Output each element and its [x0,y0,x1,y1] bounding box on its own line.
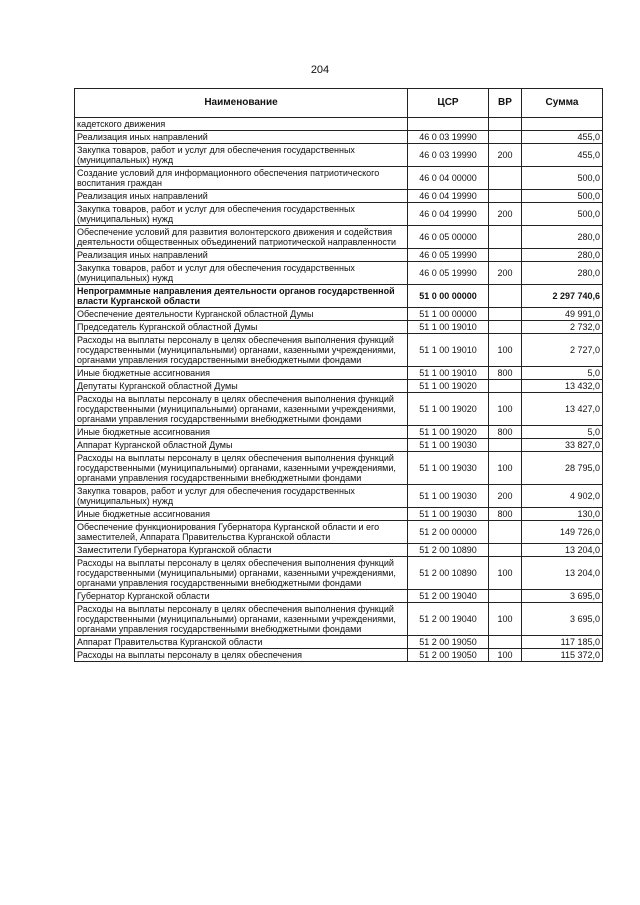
table-row [75,262,603,285]
cell-name: Закупка товаров, работ и услуг для обеспечения государственных (муниципальных) нужд [75,144,408,167]
cell-vr: 800 [489,426,522,439]
cell-vr: 100 [489,603,522,636]
cell-sum: 280,0 [522,249,603,262]
table-row [75,508,603,521]
cell-sum: 28 795,0 [522,452,603,485]
table-header-row [75,89,603,118]
cell-vr [489,380,522,393]
cell-csr: 51 2 00 19050 [408,636,489,649]
cell-csr: 51 1 00 19030 [408,452,489,485]
cell-vr [489,285,522,308]
cell-name: Иные бюджетные ассигнования [75,367,408,380]
cell-sum: 130,0 [522,508,603,521]
cell-vr [489,321,522,334]
cell-csr: 51 2 00 19040 [408,590,489,603]
cell-name: Аппарат Правительства Курганской области [75,636,408,649]
cell-name: Аппарат Курганской областной Думы [75,439,408,452]
cell-name: Обеспечение деятельности Курганской областной Думы [75,308,408,321]
cell-vr: 200 [489,144,522,167]
cell-name: Закупка товаров, работ и услуг для обеспечения государственных (муниципальных) нужд [75,203,408,226]
cell-vr [489,249,522,262]
cell-sum: 455,0 [522,131,603,144]
cell-vr [489,190,522,203]
cell-name: Расходы на выплаты персоналу в целях обеспечения выполнения функций государственными (муниципальными) органами, казенными учреждениями, органами управления государственными внебюджетными фондами [75,393,408,426]
table-row [75,167,603,190]
table-row [75,131,603,144]
cell-name: Депутаты Курганской областной Думы [75,380,408,393]
cell-csr: 51 1 00 19020 [408,426,489,439]
table-row [75,249,603,262]
table-row [75,334,603,367]
cell-vr: 200 [489,262,522,285]
cell-sum: 13 432,0 [522,380,603,393]
cell-csr: 51 1 00 00000 [408,308,489,321]
table-row [75,226,603,249]
cell-sum: 500,0 [522,203,603,226]
cell-csr: 51 2 00 10890 [408,544,489,557]
cell-vr [489,544,522,557]
cell-name: Обеспечение условий для развития волонтерского движения и содействия деятельности общественных объединений патриотической направленности [75,226,408,249]
cell-sum [522,118,603,131]
cell-vr: 100 [489,393,522,426]
cell-csr: 46 0 04 19990 [408,190,489,203]
cell-name: Реализация иных направлений [75,131,408,144]
cell-vr [489,131,522,144]
cell-csr: 51 0 00 00000 [408,285,489,308]
cell-name: Обеспечение функционирования Губернатора Курганской области и его заместителей, Аппарата Правительства Курганской области [75,521,408,544]
cell-name: Расходы на выплаты персоналу в целях обеспечения выполнения функций государственными (муниципальными) органами, казенными учреждениями, органами управления государственными внебюджетными фондами [75,334,408,367]
cell-sum: 117 185,0 [522,636,603,649]
cell-vr [489,308,522,321]
cell-sum: 500,0 [522,167,603,190]
table-row [75,544,603,557]
cell-name: Иные бюджетные ассигнования [75,426,408,439]
cell-sum: 280,0 [522,226,603,249]
table-row [75,367,603,380]
table-row [75,380,603,393]
cell-sum: 4 902,0 [522,485,603,508]
cell-csr: 46 0 05 19990 [408,249,489,262]
cell-sum: 2 297 740,6 [522,285,603,308]
budget-table [74,88,603,662]
cell-csr: 51 1 00 19030 [408,439,489,452]
cell-vr: 100 [489,334,522,367]
table-row [75,649,603,662]
header-csr: ЦСР [408,89,489,118]
cell-vr [489,439,522,452]
cell-vr: 800 [489,508,522,521]
cell-name: Реализация иных направлений [75,249,408,262]
cell-vr [489,226,522,249]
cell-sum: 49 991,0 [522,308,603,321]
cell-csr: 46 0 03 19990 [408,144,489,167]
cell-sum: 455,0 [522,144,603,167]
table-row [75,308,603,321]
cell-name: кадетского движения [75,118,408,131]
cell-csr: 51 1 00 19010 [408,321,489,334]
cell-sum: 3 695,0 [522,590,603,603]
cell-name: Расходы на выплаты персоналу в целях обеспечения выполнения функций государственными (муниципальными) органами, казенными учреждениями, органами управления государственными внебюджетными фондами [75,557,408,590]
cell-csr: 46 0 04 19990 [408,203,489,226]
table-row [75,557,603,590]
cell-vr: 100 [489,452,522,485]
cell-name: Расходы на выплаты персоналу в целях обеспечения [75,649,408,662]
cell-name: Расходы на выплаты персоналу в целях обеспечения выполнения функций государственными (муниципальными) органами, казенными учреждениями, органами управления государственными внебюджетными фондами [75,603,408,636]
table-row [75,603,603,636]
table-row [75,203,603,226]
cell-name: Закупка товаров, работ и услуг для обеспечения государственных (муниципальных) нужд [75,485,408,508]
table-row [75,144,603,167]
cell-csr: 51 2 00 19050 [408,649,489,662]
header-vr: ВР [489,89,522,118]
cell-vr: 200 [489,203,522,226]
cell-csr [408,118,489,131]
table-row [75,118,603,131]
cell-sum: 280,0 [522,262,603,285]
cell-name: Закупка товаров, работ и услуг для обеспечения государственных (муниципальных) нужд [75,262,408,285]
header-sum: Сумма [522,89,603,118]
cell-csr: 46 0 03 19990 [408,131,489,144]
cell-name: Реализация иных направлений [75,190,408,203]
table-row [75,590,603,603]
cell-sum: 500,0 [522,190,603,203]
cell-name: Губернатор Курганской области [75,590,408,603]
table-row [75,393,603,426]
cell-vr: 100 [489,557,522,590]
cell-sum: 13 204,0 [522,557,603,590]
cell-sum: 13 204,0 [522,544,603,557]
table-row [75,426,603,439]
table-row [75,636,603,649]
cell-name: Председатель Курганской областной Думы [75,321,408,334]
cell-vr: 800 [489,367,522,380]
table-row [75,321,603,334]
cell-sum: 2 727,0 [522,334,603,367]
cell-vr [489,521,522,544]
cell-csr: 46 0 05 00000 [408,226,489,249]
table-row [75,521,603,544]
cell-csr: 51 2 00 00000 [408,521,489,544]
cell-csr: 51 1 00 19030 [408,508,489,521]
cell-csr: 51 1 00 19010 [408,367,489,380]
cell-sum: 149 726,0 [522,521,603,544]
cell-csr: 46 0 04 00000 [408,167,489,190]
table-row [75,452,603,485]
cell-csr: 51 1 00 19030 [408,485,489,508]
cell-sum: 3 695,0 [522,603,603,636]
cell-vr [489,636,522,649]
cell-name: Расходы на выплаты персоналу в целях обеспечения выполнения функций государственными (муниципальными) органами, казенными учреждениями, органами управления государственными внебюджетными фондами [75,452,408,485]
cell-csr: 51 2 00 10890 [408,557,489,590]
cell-csr: 51 1 00 19010 [408,334,489,367]
cell-csr: 46 0 05 19990 [408,262,489,285]
table-row [75,285,603,308]
table-row [75,439,603,452]
header-name: Наименование [75,89,408,118]
cell-sum: 2 732,0 [522,321,603,334]
page-number: 204 [310,64,330,76]
cell-vr [489,118,522,131]
cell-csr: 51 2 00 19040 [408,603,489,636]
cell-vr: 200 [489,485,522,508]
cell-vr [489,590,522,603]
cell-vr: 100 [489,649,522,662]
cell-sum: 115 372,0 [522,649,603,662]
cell-sum: 33 827,0 [522,439,603,452]
cell-vr [489,167,522,190]
table-body [75,118,603,662]
cell-csr: 51 1 00 19020 [408,393,489,426]
cell-sum: 13 427,0 [522,393,603,426]
cell-name: Непрограммные направления деятельности органов государственной власти Курганской области [75,285,408,308]
cell-sum: 5,0 [522,367,603,380]
cell-name: Иные бюджетные ассигнования [75,508,408,521]
cell-name: Создание условий для информационного обеспечения патриотического воспитания граждан [75,167,408,190]
table-row [75,485,603,508]
cell-csr: 51 1 00 19020 [408,380,489,393]
cell-name: Заместители Губернатора Курганской области [75,544,408,557]
table-row [75,190,603,203]
cell-sum: 5,0 [522,426,603,439]
